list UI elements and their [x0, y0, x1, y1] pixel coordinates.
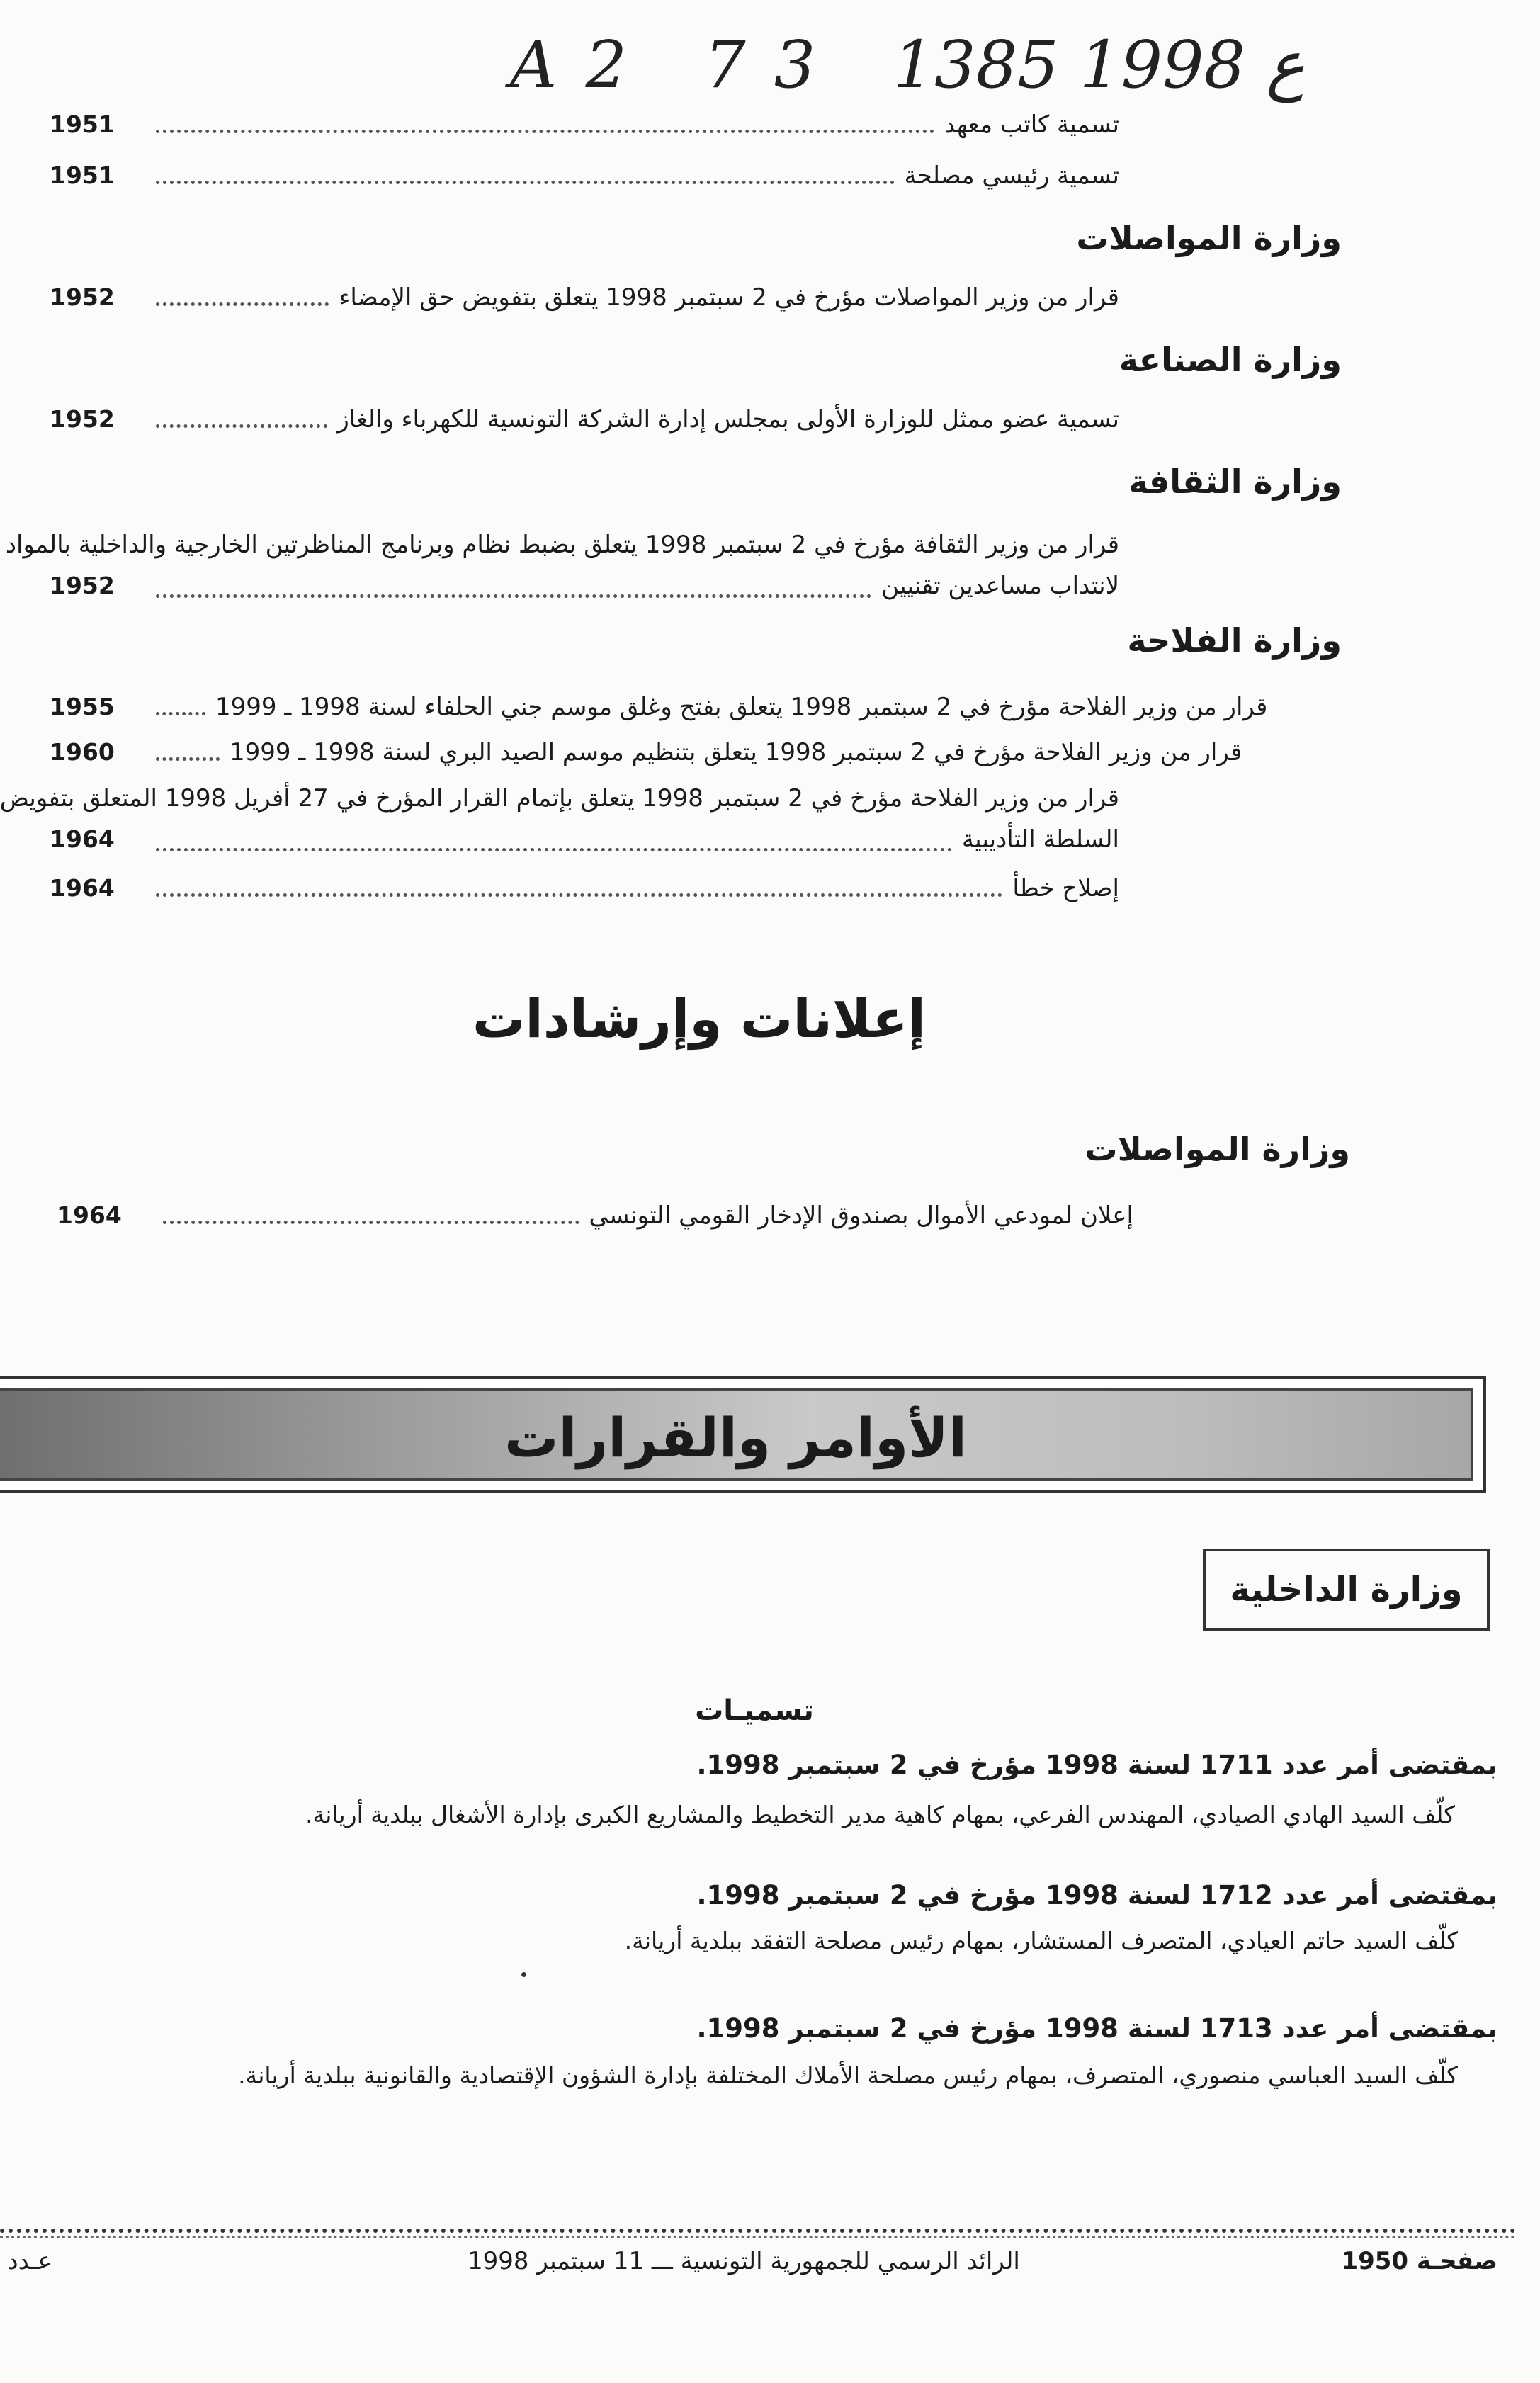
- toc-entry[interactable]: [0, 778, 1346, 860]
- toc-title: تسمية رئيسي مصلحة: [904, 162, 1119, 190]
- toc-page: 1952: [50, 572, 115, 599]
- toc-entry[interactable]: [50, 404, 1346, 435]
- scan-speck: [521, 1972, 526, 1977]
- toc-title-line: السلطة التأديبية: [961, 825, 1119, 854]
- toc-page: 1964: [50, 874, 115, 902]
- toc-title: قرار من وزير الفلاحة مؤرخ في 2 سبتمبر 1998 يتعلق بتنظيم موسم الصيد البري لسنة 1998 ـ 1999: [230, 738, 1242, 766]
- toc-page: 1964: [57, 1201, 122, 1229]
- decree-heading: بمقتضى أمر عدد 1711 لسنة 1998 مؤرخ في 2 سبتمبر 1998.: [696, 1750, 1497, 1780]
- toc-title: قرار من وزير الفلاحة مؤرخ في 2 سبتمبر 1998 يتعلق بفتح وغلق موسم جني الحلفاء لسنة 1998 ـ 1999: [215, 693, 1268, 721]
- decree-body: كلّف السيد العباسي منصوري، المتصرف، بمهام رئيس مصلحة الأملاك المختلفة بإدارة الشؤون الإقتصادية والقانونية ببلدية أريانة.: [238, 2061, 1458, 2089]
- toc-title: إصلاح خطأ: [1012, 874, 1119, 902]
- toc-entry[interactable]: [50, 282, 1346, 313]
- decree-body: كلّف السيد الهادي الصيادي، المهندس الفرعي، بمهام كاهية مدير التخطيط والمشاريع الكبرى بإدارة الأشغال ببلدية أريانة.: [305, 1801, 1455, 1828]
- footer-issue: عـدد: [7, 2247, 52, 2275]
- toc-title: تسمية عضو ممثل للوزارة الأولى بمجلس إدارة الشركة التونسية للكهرباء والغاز: [337, 405, 1119, 434]
- toc-entry[interactable]: [50, 691, 1346, 723]
- ministry-heading: وزارة المواصلات: [1076, 219, 1342, 257]
- toc-entry[interactable]: [50, 160, 1346, 191]
- section-banner: [0, 1376, 1486, 1493]
- decree-body: كلّف السيد حاتم العيادي، المتصرف المستشار، بمهام رئيس مصلحة التفقد ببلدية أريانة.: [624, 1927, 1458, 1954]
- footer-journal-title: الرائد الرسمي للجمهورية التونسية ـــ 11 سبتمبر 1998: [468, 2247, 1020, 2275]
- toc-page: 1952: [50, 283, 115, 311]
- toc-page: 1952: [50, 405, 115, 433]
- ministry-heading: وزارة الصناعة: [1119, 341, 1342, 379]
- toc-title: إعلان لمودعي الأموال بصندوق الإدخار القومي التونسي: [589, 1201, 1133, 1230]
- toc-title-line: قرار من وزير الثقافة مؤرخ في 2 سبتمبر 1998 يتعلق بضبط نظام وبرنامج المناظرتين الخارجية والداخلية بالمواد: [5, 531, 1119, 559]
- toc-entry[interactable]: [50, 737, 1346, 768]
- toc-page: 1951: [50, 162, 115, 189]
- toc-page: 1955: [50, 693, 115, 720]
- toc-title: قرار من وزير المواصلات مؤرخ في 2 سبتمبر 1998 يتعلق بتفويض حق الإمضاء: [339, 283, 1119, 312]
- toc-title: تسمية كاتب معهد: [944, 111, 1119, 139]
- banner-title: الأوامر والقرارات: [504, 1406, 967, 1469]
- toc-page: 1960: [50, 738, 115, 766]
- footer-page-number: صفحـة 1950: [1341, 2247, 1497, 2275]
- decree-heading: بمقتضى أمر عدد 1712 لسنة 1998 مؤرخ في 2 سبتمبر 1998.: [696, 1880, 1497, 1911]
- toc-entry[interactable]: [5, 524, 1346, 606]
- handwritten-reference: A2 73 ع 1998 1385: [510, 27, 1306, 103]
- ministry-box-heading: وزارة الداخلية: [1203, 1549, 1490, 1631]
- toc-entry[interactable]: [50, 109, 1346, 140]
- section-title: إعلانات وإرشادات: [472, 989, 927, 1050]
- toc-page: 1951: [50, 111, 115, 138]
- toc-title-line: قرار من وزير الفلاحة مؤرخ في 2 سبتمبر 1998 يتعلق بإتمام القرار المؤرخ في 27 أفريل 1998 المتعلق بتفويض: [0, 784, 1119, 813]
- toc-page: 1964: [50, 825, 115, 853]
- decree-heading: بمقتضى أمر عدد 1713 لسنة 1998 مؤرخ في 2 سبتمبر 1998.: [696, 2013, 1497, 2044]
- toc-entry[interactable]: [50, 873, 1346, 904]
- ministry-heading: وزارة الفلاحة: [1127, 621, 1342, 660]
- ministry-heading: وزارة الثقافة: [1128, 463, 1342, 501]
- subheading: تسميـات: [695, 1694, 814, 1727]
- ministry-heading: وزارة المواصلات: [1085, 1130, 1350, 1168]
- toc-title-line: لانتداب مساعدين تقنيين: [881, 572, 1119, 600]
- toc-entry[interactable]: [57, 1200, 1353, 1231]
